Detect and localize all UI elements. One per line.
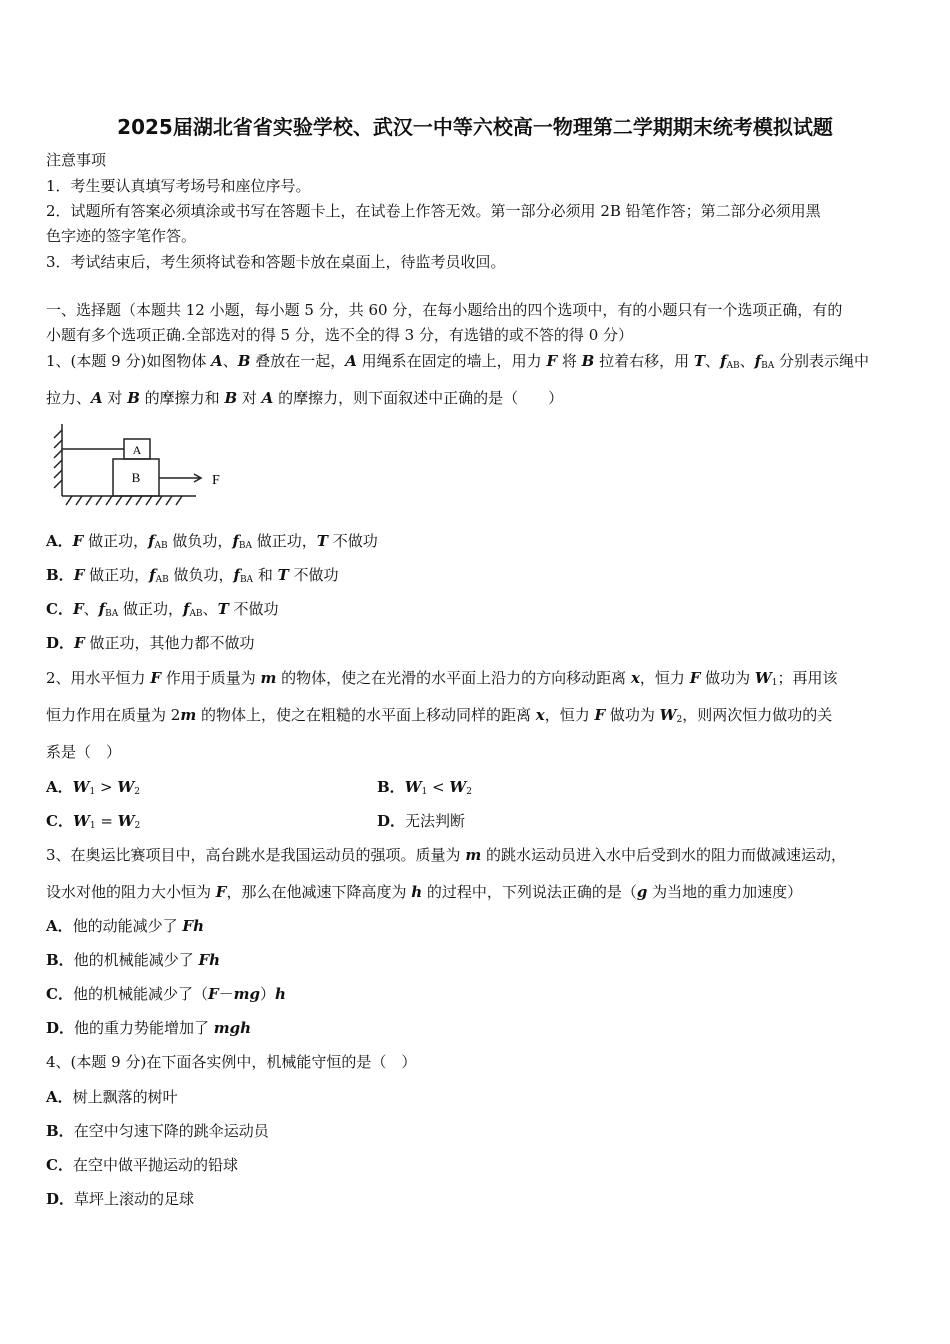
q2-stem-line2: 恒力作用在质量为 2m 的物体上，使之在粗糙的水平面上移动同样的距离 x，恒力 F 做功为 $W_2$，则两次恒力做功的关 <box>46 706 833 725</box>
q3-stem-line1: 3、在奥运比赛项目中，高台跳水是我国运动员的强项。质量为 m 的跳水运动员进入水中后受到水的阻力而做减速运动， <box>46 846 846 864</box>
q3-option-a: A．他的动能减少了 Fh <box>46 917 204 935</box>
notice-item-2-cont: 色字迹的签字笔作答。 <box>46 227 197 245</box>
q2-option-d: D．无法判断 <box>377 812 466 830</box>
q1-option-b: B．F 做正功，$f_{AB}$ 做负功，$f_{BA}$ 和 T 不做功 <box>46 566 339 585</box>
section-instructions-line2: 小题有多个选项正确.全部选对的得 5 分，选不全的得 3 分，有选错的或不答的得 0 分） <box>46 326 634 344</box>
q4-option-b: B．在空中匀速下降的跳伞运动员 <box>46 1122 269 1140</box>
notice-item-1: 1．考生要认真填写考场号和座位序号。 <box>46 177 311 195</box>
q4-stem: 4、(本题 9 分)在下面各实例中，机械能守恒的是（ ） <box>46 1053 417 1071</box>
q3-option-c: C．他的机械能减少了（F－mg）h <box>46 985 286 1003</box>
q1-stem-line1: 1、(本题 9 分)如图物体 A、B 叠放在一起，A 用绳系在固定的墙上，用力 F 将 B 拉着右移，用 T、$f_{AB}$、$f_{BA}$ 分别表示绳中 <box>46 352 870 371</box>
q1-option-a: A．F 做正功，$f_{AB}$ 做负功，$f_{BA}$ 做正功，T 不做功 <box>46 532 378 551</box>
q1-score: (本题 9 分) <box>70 352 147 370</box>
q4-option-a: A．树上飘落的树叶 <box>46 1088 178 1106</box>
q1-stem-line2: 拉力、A 对 B 的摩擦力和 B 对 A 的摩擦力，则下面叙述中正确的是（ ） <box>46 389 564 407</box>
block-a-label: A <box>132 443 142 457</box>
q4-option-c: C．在空中做平抛运动的铅球 <box>46 1156 238 1174</box>
page-title: 2025届湖北省省实验学校、武汉一中等六校高一物理第二学期期末统考模拟试题 <box>117 115 833 139</box>
section-instructions-line1: 一、选择题（本题共 12 小题，每小题 5 分，共 60 分，在每小题给出的四个选项中，有的小题只有一个选项正确，有的 <box>46 301 843 319</box>
q2-option-b: B．$W_1 < W_2$ <box>377 778 472 797</box>
block-b-label: B <box>131 470 141 485</box>
q1-option-c: C．F、$f_{BA}$ 做正功，$f_{AB}$、T 不做功 <box>46 600 279 619</box>
q2-stem-line3: 系是（ ） <box>46 743 122 761</box>
q3-option-d: D．他的重力势能增加了 mgh <box>46 1019 252 1037</box>
q2-number: 2、 <box>46 669 71 687</box>
force-label: F <box>212 473 220 488</box>
notice-item-3: 3．考试结束后，考生须将试卷和答题卡放在桌面上，待监考员收回。 <box>46 253 506 271</box>
q1-option-d: D．F 做正功，其他力都不做功 <box>46 634 255 652</box>
q1-figure <box>46 418 246 518</box>
q3-number: 3、 <box>46 846 71 864</box>
q3-stem-line2: 设水对他的阻力大小恒为 F，那么在他减速下降高度为 h 的过程中，下列说法正确的是（g 为当地的重力加速度） <box>46 883 803 901</box>
notice-heading: 注意事项 <box>46 151 107 169</box>
q4-option-d: D．草坪上滚动的足球 <box>46 1190 195 1208</box>
q2-option-a: A．$W_1 > W_2$ <box>46 778 140 797</box>
q2-stem-line1: 2、用水平恒力 F 作用于质量为 m 的物体，使之在光滑的水平面上沿力的方向移动距离 x，恒力 F 做功为 $W_1$；再用该 <box>46 669 838 688</box>
notice-item-2: 2．试题所有答案必须填涂或书写在答题卡上，在试卷上作答无效。第一部分必须用 2B 铅笔作答；第二部分必须用黑 <box>46 202 821 220</box>
q1-number: 1、 <box>46 352 71 370</box>
q3-option-b: B．他的机械能减少了 Fh <box>46 951 221 969</box>
q2-option-c: C．$W_1 = W_2$ <box>46 812 141 831</box>
